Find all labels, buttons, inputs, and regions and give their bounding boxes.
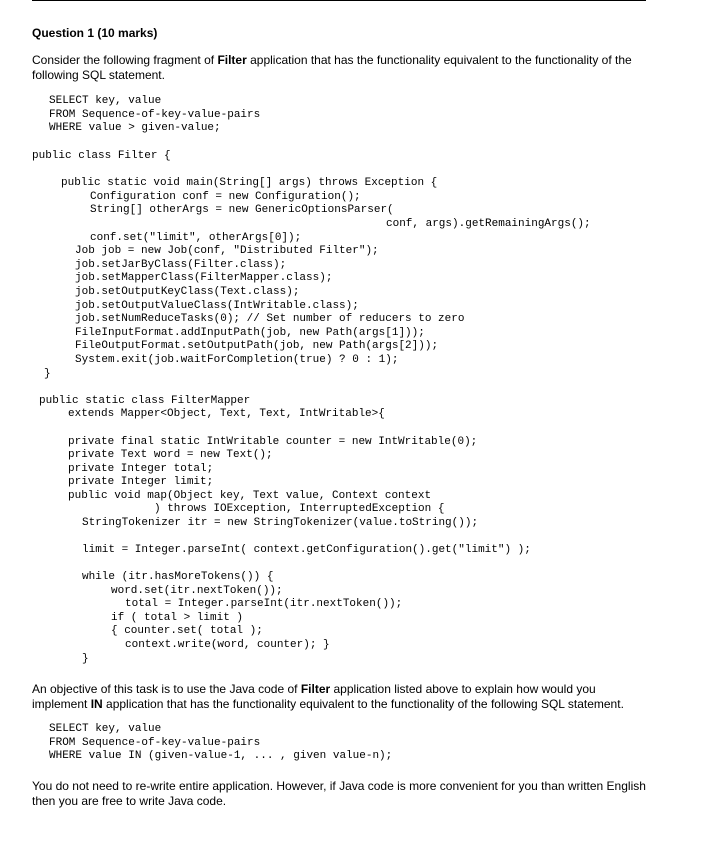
code-line: ) throws IOException, InterruptedException { [154,503,445,515]
objective-paragraph [32,682,648,712]
code-line: { counter.set( total ); [111,625,263,637]
code-line: job.setMapperClass(FilterMapper.class); [75,272,333,284]
objective-text-3: application that has the functionality equivalent to the functionality of the following SQL statement. [102,697,624,711]
sql2-line: SELECT key, value [49,723,162,735]
code-line: extends Mapper<Object, Text, Text, IntWritable>{ [68,408,385,420]
note-paragraph: You do not need to re-write entire application. However, if Java code is more convenient for you than written English then you are free to write Java code. [32,779,646,808]
code-line: public void map(Object key, Text value, Context context [68,490,432,502]
code-line: conf, args).getRemainingArgs(); [386,218,591,230]
objective-text-2: application listed above to explain how would you implement [32,682,596,711]
intro-text-1: Consider the following fragment of [32,53,218,67]
code-line: private final static IntWritable counter = new IntWritable(0); [68,436,478,448]
code-line: limit = Integer.parseInt( context.getConfiguration().get("limit") ); [82,544,531,556]
code-line: word.set(itr.nextToken()); [111,585,283,597]
question-title: Question 1 (10 marks) [32,26,158,40]
objective-bold-filter: Filter [300,682,331,696]
code-line: Configuration conf = new Configuration(); [90,191,361,203]
objective-text-1: An objective of this task is to use the Java code of [32,682,301,696]
intro-paragraph [32,53,648,83]
code-line: private Integer limit; [68,476,214,488]
code-line: String[] otherArgs = new GenericOptionsParser( [90,204,394,216]
code-line: public class Filter { [32,150,171,162]
sql2-line: WHERE value IN (given-value-1, ... , given value-n); [49,750,393,762]
code-line: StringTokenizer itr = new StringTokenizer(value.toString()); [82,517,479,529]
code-line: public static void main(String[] args) throws Exception { [61,177,438,189]
code-line: job.setOutputValueClass(IntWritable.class); [75,300,359,312]
code-line: private Integer total; [68,463,214,475]
code-line: FileInputFormat.addInputPath(job, new Path(args[1])); [75,327,425,339]
code-line: job.setNumReduceTasks(0); // Set number of reducers to zero [75,313,465,325]
top-rule [32,0,646,1]
code-line: private Text word = new Text(); [68,449,273,461]
code-line: if ( total > limit ) [111,612,244,624]
code-line: public static class FilterMapper [39,395,251,407]
code-line: job.setJarByClass(Filter.class); [75,259,287,271]
intro-text-2: application that has the functionality equivalent to the functionality of the following SQL statement. [32,53,632,82]
code-line: } [82,653,89,665]
code-line: conf.set("limit", otherArgs[0]); [90,232,302,244]
sql1-line: SELECT key, value [49,95,162,107]
sql2-line: FROM Sequence-of-key-value-pairs [49,737,261,749]
code-line: total = Integer.parseInt(itr.nextToken()); [125,598,403,610]
code-line: while (itr.hasMoreTokens()) { [82,571,274,583]
sql1-line: WHERE value > given-value; [49,122,221,134]
code-line: job.setOutputKeyClass(Text.class); [75,286,300,298]
objective-bold-in: IN [90,697,103,711]
code-line: FileOutputFormat.setOutputPath(job, new Path(args[2])); [75,340,439,352]
code-line: context.write(word, counter); } [125,639,330,651]
code-line: } [44,368,51,380]
code-line: Job job = new Job(conf, "Distributed Filter"); [75,245,379,257]
intro-bold-filter: Filter [217,53,247,67]
code-line: System.exit(job.waitForCompletion(true) ? 0 : 1); [75,354,399,366]
sql1-line: FROM Sequence-of-key-value-pairs [49,109,261,121]
